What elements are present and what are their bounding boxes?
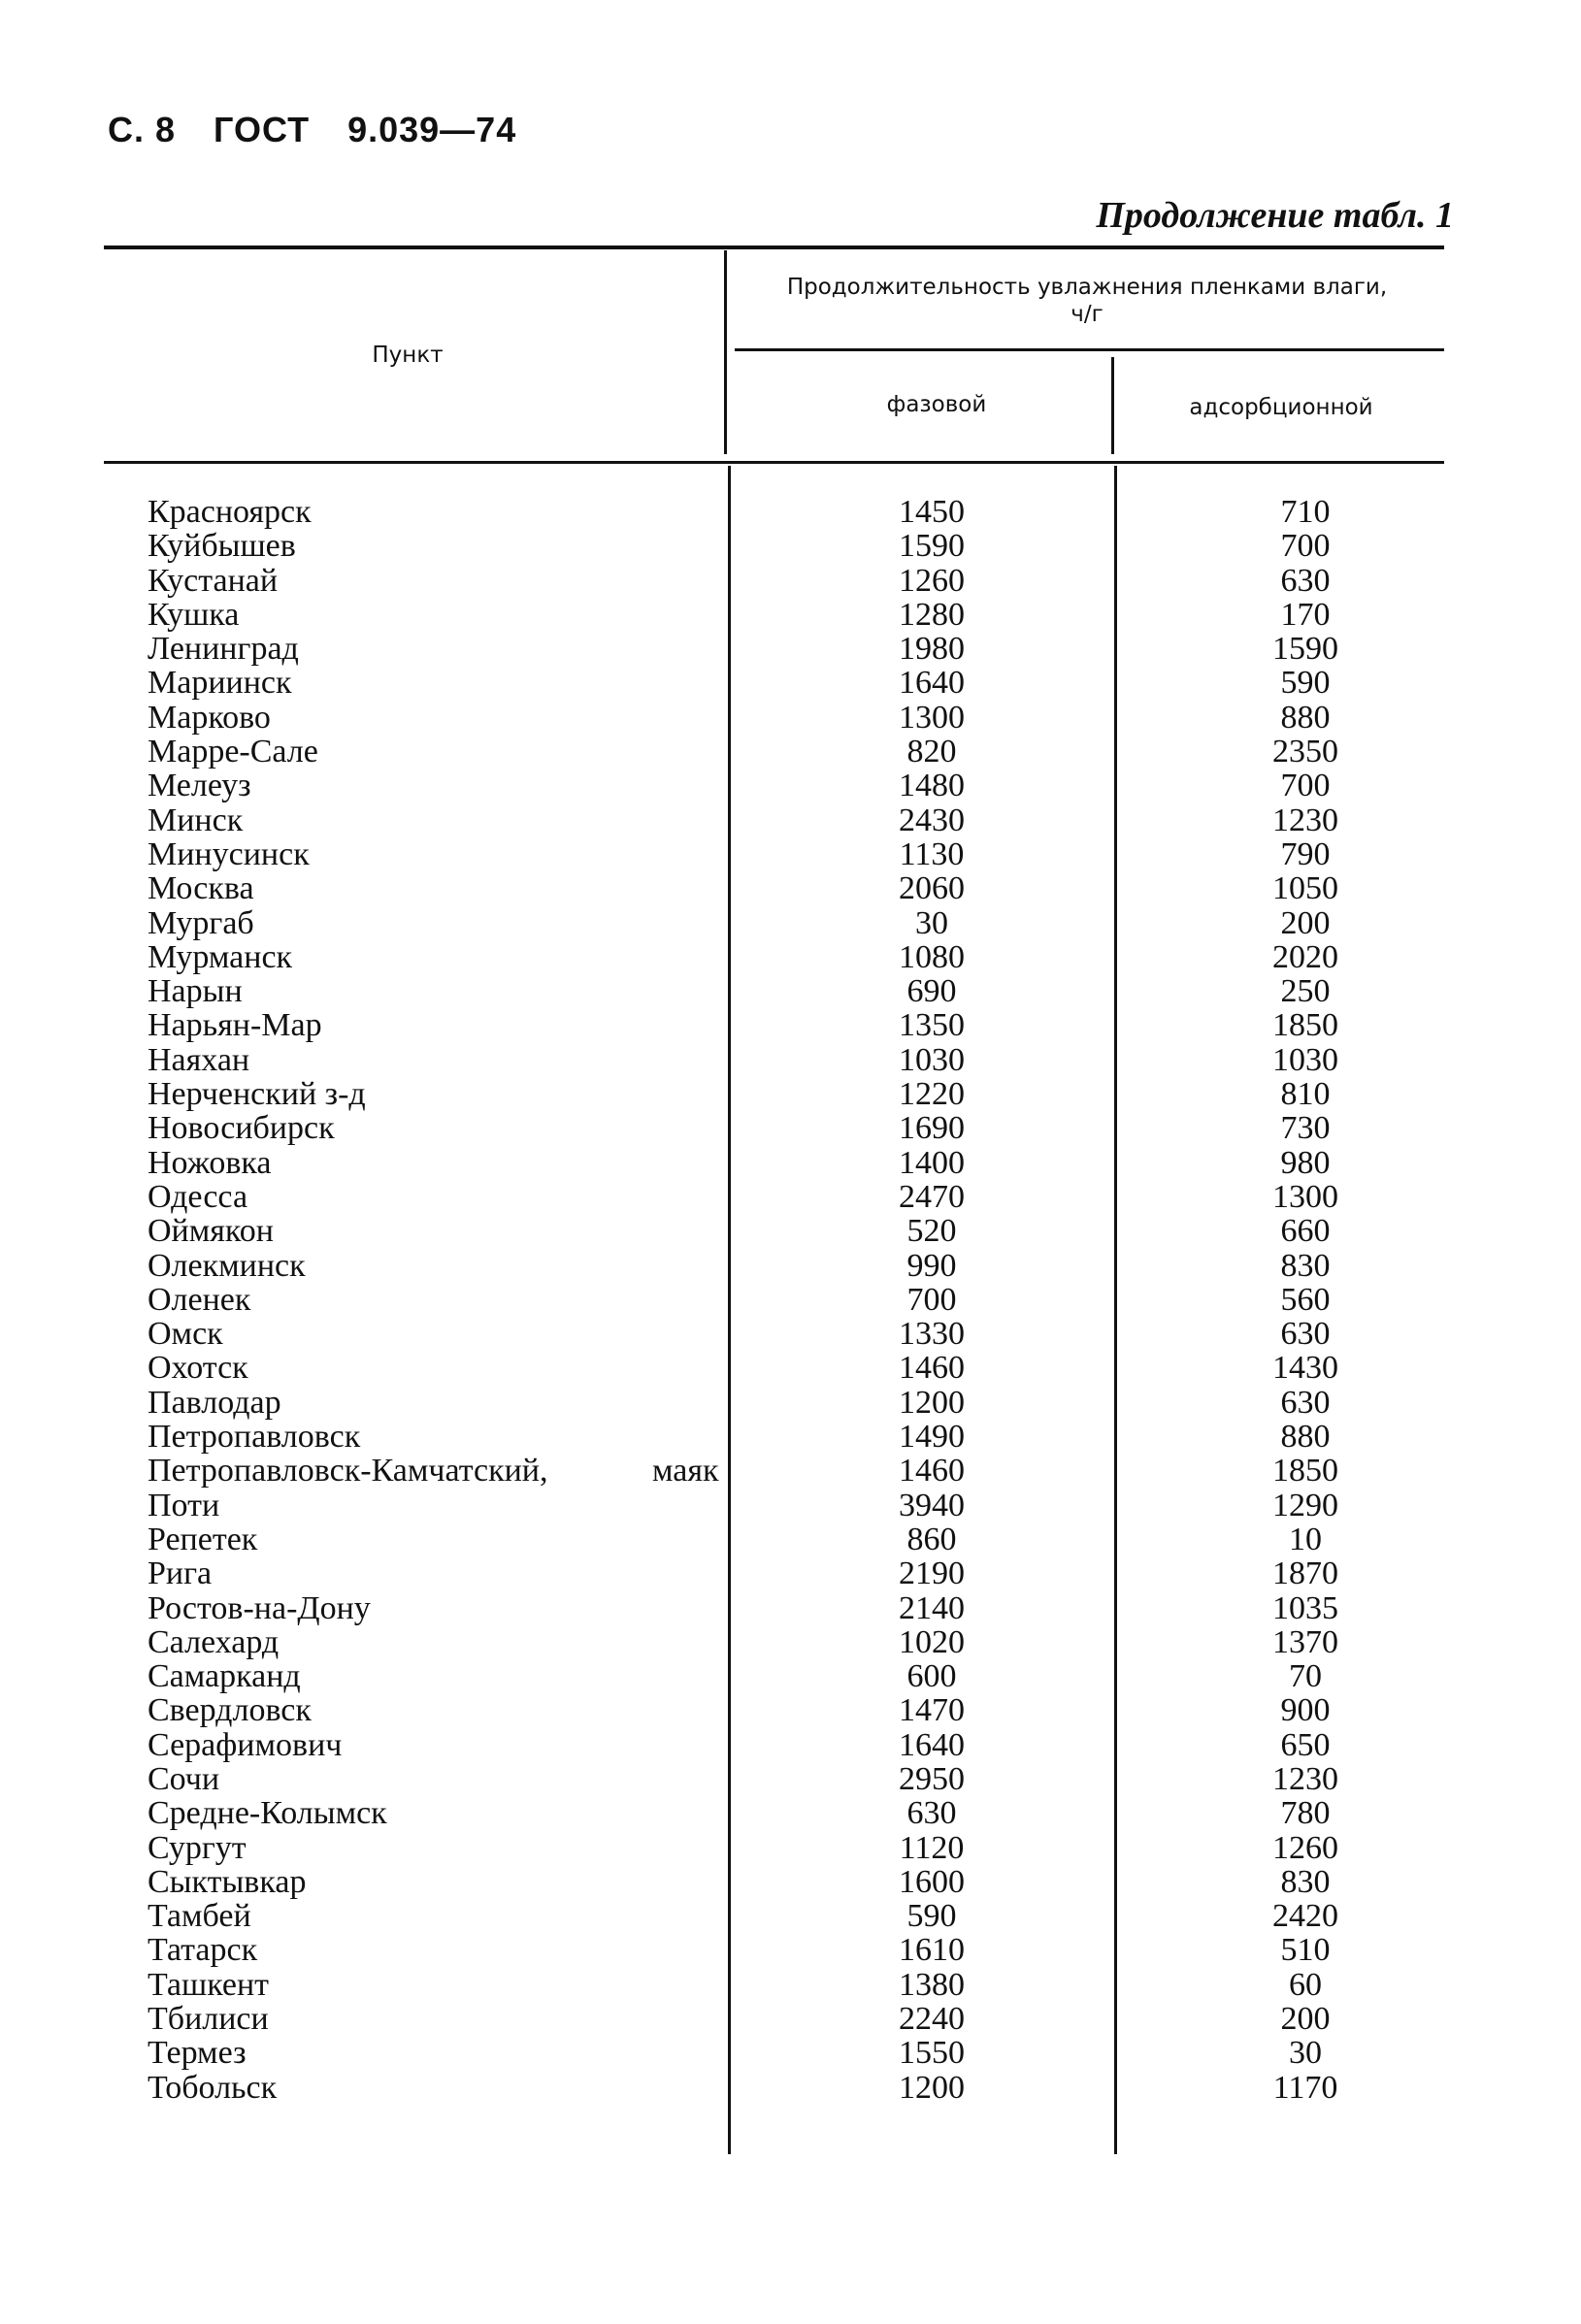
header-bottom-rule [104,461,1444,464]
adsorb-value: 830 [1280,1247,1331,1284]
adsorb-value: 250 [1280,973,1331,1010]
point-name: Красноярск [148,494,312,530]
phase-value: 590 [906,1898,957,1935]
table-row [0,564,1581,598]
phase-value: 1490 [899,1419,965,1456]
adsorb-value: 30 [1289,2035,1322,2072]
table-row [0,1420,1581,1454]
table-row [0,1968,1581,2002]
table-body [0,495,1581,2105]
phase-value: 2950 [899,1760,965,1797]
table-row [0,1625,1581,1659]
adsorb-value: 810 [1280,1076,1331,1113]
point-name: Оймякон [148,1213,274,1250]
table-row [0,1111,1581,1145]
phase-value: 1460 [899,1453,965,1489]
adsorb-value: 710 [1280,494,1331,530]
adsorb-value: 1870 [1272,1555,1338,1592]
table-row [0,1831,1581,1865]
phase-value: 1610 [899,1932,965,1969]
point-name: Сочи [148,1760,220,1797]
point-name: Свердловск [148,1692,312,1729]
adsorb-value: 1230 [1272,1760,1338,1797]
adsorb-value: 2350 [1272,734,1338,770]
table-row [0,495,1581,529]
point-name: Марково [148,699,271,736]
adsorb-value: 1230 [1272,802,1338,838]
table-row [0,666,1581,700]
phase-value: 1260 [899,562,965,599]
point-name: Поти [148,1487,220,1523]
table-row [0,837,1581,871]
point-name: Ростов-на-Дону [148,1589,371,1626]
adsorb-value: 1590 [1272,631,1338,668]
point-name: Серафимович [148,1726,343,1763]
point-name: Сургут [148,1829,247,1866]
adsorb-value: 1170 [1272,2069,1338,2106]
table-top-rule [104,245,1444,249]
table-row [0,1693,1581,1727]
table-row [0,1762,1581,1796]
phase-value: 820 [906,734,957,770]
point-name: Мариинск [148,665,292,702]
phase-value: 2060 [899,870,965,907]
phase-value: 2140 [899,1589,965,1626]
phase-value: 1550 [899,2035,965,2072]
adsorb-value: 780 [1280,1795,1331,1832]
adsorb-value: 880 [1280,1419,1331,1456]
point-name: Тбилиси [148,2001,269,2038]
table-row [0,1659,1581,1693]
adsorb-value: 70 [1289,1658,1322,1695]
point-name: Средне-Колымск [148,1795,387,1832]
table-row [0,906,1581,940]
phase-value: 990 [906,1247,957,1284]
table-row [0,1933,1581,1967]
adsorb-value: 560 [1280,1281,1331,1318]
phase-value: 1020 [899,1623,965,1660]
point-name: Нарын [148,973,243,1010]
phase-value: 1640 [899,1726,965,1763]
table-row [0,1077,1581,1111]
phase-value: 1600 [899,1863,965,1900]
table-row [0,1728,1581,1762]
phase-value: 1350 [899,1007,965,1044]
table-row [0,1180,1581,1214]
table-row [0,598,1581,632]
point-name: Рига [148,1555,213,1592]
table-row [0,1351,1581,1385]
table-row [0,1522,1581,1556]
phase-value: 1030 [899,1041,965,1078]
point-name: Ташкент [148,1966,270,2003]
table-row [0,2002,1581,2036]
table-row [0,803,1581,837]
adsorb-value: 650 [1280,1726,1331,1763]
table-row [0,529,1581,563]
point-name: Куйбышев [148,528,296,565]
adsorb-value: 900 [1280,1692,1331,1729]
table-row [0,1489,1581,1522]
adsorb-value: 1260 [1272,1829,1338,1866]
phase-value: 1980 [899,631,965,668]
point-name: Москва [148,870,254,907]
header-divider-sub [1111,357,1114,454]
table-row [0,1865,1581,1899]
point-name: Самарканд [148,1658,301,1695]
point-name: Кустанай [148,562,279,599]
adsorb-value: 200 [1280,2001,1331,2038]
point-name: Минск [148,802,244,838]
point-name: Тамбей [148,1898,251,1935]
adsorb-value: 1050 [1272,870,1338,907]
table-row [0,1146,1581,1180]
adsorb-value: 700 [1280,768,1331,804]
adsorb-value: 830 [1280,1863,1331,1900]
page-number: С. 8 [108,110,177,149]
header-divider-main [724,250,727,454]
phase-value: 2430 [899,802,965,838]
column-header-point: Пункт [372,343,444,368]
group-header-rule [735,348,1444,351]
phase-value: 1470 [899,1692,965,1729]
table-row [0,2036,1581,2070]
phase-value: 1280 [899,596,965,633]
table-row [0,1796,1581,1830]
column-header-phase: фазовой [886,392,987,417]
adsorb-value: 1370 [1272,1623,1338,1660]
phase-value: 1300 [899,699,965,736]
table-row [0,701,1581,735]
phase-value: 1450 [899,494,965,530]
adsorb-value: 630 [1280,1316,1331,1353]
standard-number: 9.039—74 [347,110,517,149]
phase-value: 30 [915,904,948,941]
table-row [0,1249,1581,1283]
point-name: Репетек [148,1521,258,1557]
phase-value: 1220 [899,1076,965,1113]
adsorb-value: 1290 [1272,1487,1338,1523]
table-row [0,1043,1581,1077]
adsorb-value: 1030 [1272,1041,1338,1078]
adsorb-value: 60 [1289,1966,1322,2003]
phase-value: 1120 [899,1829,965,1866]
point-name: Мургаб [148,904,254,941]
table-continuation-caption: Продолжение табл. 1 [1096,195,1454,236]
adsorb-value: 1300 [1272,1178,1338,1215]
column-header-group: Продолжительность увлажнения пленками влаги, ч/г [786,275,1388,327]
phase-value: 1460 [899,1350,965,1387]
point-name: Олекминск [148,1247,306,1284]
phase-value: 630 [906,1795,957,1832]
point-name: Мелеуз [148,768,251,804]
table-row [0,871,1581,905]
phase-value: 1380 [899,1966,965,2003]
table-row [0,1556,1581,1590]
point-name: Петропавловск [148,1419,361,1456]
phase-value: 1080 [899,938,965,975]
point-note: маяк [652,1453,719,1489]
point-name: Одесса [148,1178,248,1215]
phase-value: 2470 [899,1178,965,1215]
phase-value: 2190 [899,1555,965,1592]
page-header [108,110,543,150]
point-name: Петропавловск-Камчатский, [148,1453,548,1489]
adsorb-value: 880 [1280,699,1331,736]
table-row [0,1899,1581,1933]
point-name: Павлодар [148,1384,281,1421]
adsorb-value: 1850 [1272,1453,1338,1489]
column-header-adsorb: адсорбционной [1189,395,1373,420]
point-name: Нерченский з-д [148,1076,366,1113]
table-row [0,1008,1581,1042]
table-row [0,2071,1581,2105]
phase-value: 2240 [899,2001,965,2038]
phase-value: 1200 [899,2069,965,2106]
adsorb-value: 2020 [1272,938,1338,975]
point-name: Сыктывкар [148,1863,307,1900]
adsorb-value: 2420 [1272,1898,1338,1935]
adsorb-value: 510 [1280,1932,1331,1969]
table-row [0,769,1581,802]
adsorb-value: 1850 [1272,1007,1338,1044]
adsorb-value: 730 [1280,1110,1331,1147]
adsorb-value: 980 [1280,1144,1331,1181]
table-row [0,940,1581,974]
adsorb-value: 200 [1280,904,1331,941]
table-row [0,1283,1581,1317]
adsorb-value: 700 [1280,528,1331,565]
table-row [0,1386,1581,1420]
point-name: Термез [148,2035,247,2072]
point-name: Марре-Сале [148,734,318,770]
phase-value: 700 [906,1281,957,1318]
phase-value: 600 [906,1658,957,1695]
phase-value: 1480 [899,768,965,804]
point-name: Ножовка [148,1144,272,1181]
phase-value: 1400 [899,1144,965,1181]
point-name: Тобольск [148,2069,278,2106]
adsorb-value: 1430 [1272,1350,1338,1387]
adsorb-value: 170 [1280,596,1331,633]
point-name: Татарск [148,1932,258,1969]
phase-value: 1330 [899,1316,965,1353]
point-name: Мурманск [148,938,293,975]
table-row [0,735,1581,769]
phase-value: 1690 [899,1110,965,1147]
table-row [0,974,1581,1008]
point-name: Охотск [148,1350,248,1387]
phase-value: 520 [906,1213,957,1250]
adsorb-value: 590 [1280,665,1331,702]
table-row [0,632,1581,666]
point-name: Новосибирск [148,1110,335,1147]
point-name: Ленинград [148,631,299,668]
phase-value: 3940 [899,1487,965,1523]
point-name: Минусинск [148,835,310,872]
point-name: Салехард [148,1623,280,1660]
phase-value: 860 [906,1521,957,1557]
point-name: Оленек [148,1281,251,1318]
standard-label: ГОСТ [214,110,311,149]
adsorb-value: 10 [1289,1521,1322,1557]
point-name: Омск [148,1316,223,1353]
table-row [0,1591,1581,1625]
point-name: Наяхан [148,1041,250,1078]
phase-value: 690 [906,973,957,1010]
phase-value: 1590 [899,528,965,565]
phase-value: 1640 [899,665,965,702]
phase-value: 1130 [899,835,965,872]
point-name: Кушка [148,596,240,633]
adsorb-value: 790 [1280,835,1331,872]
adsorb-value: 630 [1280,562,1331,599]
table-row [0,1214,1581,1248]
adsorb-value: 660 [1280,1213,1331,1250]
phase-value: 1200 [899,1384,965,1421]
adsorb-value: 1035 [1272,1589,1338,1626]
table-row [0,1317,1581,1351]
adsorb-value: 630 [1280,1384,1331,1421]
table-row [0,1454,1581,1488]
point-name: Нарьян-Мар [148,1007,322,1044]
